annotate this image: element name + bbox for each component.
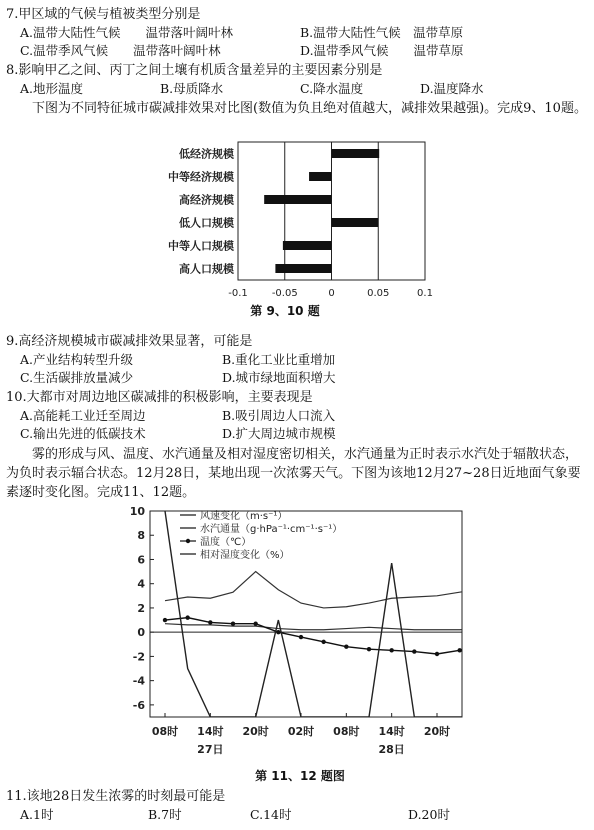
q7-option-d: D.温带季风气候 温带草原 xyxy=(300,43,464,58)
category-label: 中等经济规模 xyxy=(168,170,234,184)
bar xyxy=(332,218,379,227)
q11-option-c: C.14时 xyxy=(250,807,292,822)
q7-option-a: A.温带大陆性气候 温带落叶阔叶林 xyxy=(20,25,234,40)
q11-option-d: D.20时 xyxy=(408,807,450,822)
y-tick-label: -6 xyxy=(132,698,145,712)
q8-option-c: C.降水温度 xyxy=(300,81,364,96)
temperature-point xyxy=(208,620,212,624)
chart2-caption: 第 11、12 题图 xyxy=(255,769,345,783)
x-tick-label: 14时 xyxy=(378,725,405,738)
q11-option-b: B.7时 xyxy=(148,807,182,822)
x-tick-label: 08时 xyxy=(333,725,360,738)
q8-stem: 8.影响甲乙之间、丙丁之间土壤有机质含量差异的主要因素分别是 xyxy=(6,63,383,78)
category-label: 低经济规模 xyxy=(179,147,234,161)
day-label: 27日 xyxy=(197,743,224,756)
bar xyxy=(332,149,380,158)
weather-elements-chart xyxy=(0,505,594,775)
q8-option-d: D.温度降水 xyxy=(420,81,484,96)
legend-entry: 风速变化（m·s⁻¹） xyxy=(200,511,288,522)
x-tick-label: 08时 xyxy=(151,725,179,738)
temperature-point xyxy=(163,618,167,622)
y-tick-label: -2 xyxy=(132,650,145,664)
x-tick-label: 14时 xyxy=(197,725,224,738)
x-tick-label: 02时 xyxy=(287,725,315,738)
temperature-point xyxy=(276,630,280,634)
q7-stem: 7.甲区域的气候与植被类型分别是 xyxy=(6,7,201,22)
temperature-point xyxy=(525,618,529,622)
x-tick-label: -0.1 xyxy=(228,288,248,299)
q9-option-a: A.产业结构转型升级 xyxy=(20,352,134,367)
y-tick-label: 8 xyxy=(137,529,145,543)
temperature-point xyxy=(367,647,371,651)
x-tick-label: 0.1 xyxy=(417,288,433,299)
y-tick-label: 0 xyxy=(137,626,145,640)
legend-entry: 相对湿度变化（%） xyxy=(200,550,290,561)
temperature-point xyxy=(231,621,235,625)
legend-entry: 温度（℃） xyxy=(200,537,252,548)
q10-option-b: B.吸引周边人口流入 xyxy=(222,408,336,423)
temperature-point xyxy=(457,648,461,652)
y-tick-label: 4 xyxy=(137,577,145,591)
temperature-point xyxy=(344,645,348,649)
temperature-point xyxy=(503,630,507,634)
q10-option-a: A.高能耗工业迁至周边 xyxy=(20,408,146,423)
q10-option-c: C.输出先进的低碳技术 xyxy=(20,426,146,441)
x-tick-label: 20时 xyxy=(242,725,269,738)
q7-option-b: B.温带大陆性气候 温带草原 xyxy=(300,25,464,40)
q8-option-a: A.地形温度 xyxy=(20,81,84,96)
bar xyxy=(275,264,331,273)
q11-option-a: A.1时 xyxy=(20,807,54,822)
q9-option-c: C.生活碳排放量减少 xyxy=(20,370,134,385)
x-tick-label: 20时 xyxy=(423,725,451,738)
intro-11-12: 雾的形成与风、温度、水汽通量及相对湿度密切相关，水汽通量为正时表示水汽处于辐散状态，为负时表示辐合状态。12月28日，某地出现一次浓雾天气。下图为该地12月27~28日近地面气象要素逐时变化图。完成11、12题。 xyxy=(6,447,581,500)
series-line xyxy=(165,624,528,630)
q10-stem: 10.大都市对周边地区碳减排的积极影响，主要表现是 xyxy=(6,390,313,405)
temperature-point xyxy=(480,642,484,646)
category-label: 中等人口规模 xyxy=(168,239,234,253)
plot-frame xyxy=(150,511,462,717)
q9-option-d: D.城市绿地面积增大 xyxy=(222,370,336,385)
q7-option-c: C.温带季风气候 温带落叶阔叶林 xyxy=(20,43,221,58)
legend-marker xyxy=(186,539,190,543)
category-label: 高经济规模 xyxy=(179,193,234,207)
temperature-point xyxy=(299,635,303,639)
legend-entry: 水汽通量（g·hPa⁻¹·cm⁻¹·s⁻¹） xyxy=(200,524,343,535)
series-line xyxy=(165,572,528,608)
bar xyxy=(283,241,332,250)
category-label: 高人口规模 xyxy=(179,262,234,276)
bar xyxy=(309,172,331,181)
temperature-point xyxy=(435,652,439,656)
bar xyxy=(264,195,331,204)
x-tick-label: 0 xyxy=(328,288,335,299)
temperature-point xyxy=(321,640,325,644)
x-tick-label: -0.05 xyxy=(271,288,298,299)
q10-option-d: D.扩大周边城市规模 xyxy=(222,426,336,441)
temperature-point xyxy=(412,649,416,653)
temperature-point xyxy=(389,648,393,652)
q11-stem: 11.该地28日发生浓雾的时刻最可能是 xyxy=(6,789,226,804)
y-tick-label: 2 xyxy=(137,601,145,615)
y-tick-label: 6 xyxy=(137,553,145,567)
x-tick-label: 0.05 xyxy=(367,288,390,299)
intro-9-10: 下图为不同特征城市碳减排效果对比图(数值为负且绝对值越大，减排效果越强)。完成9、10题。 xyxy=(32,101,587,116)
day-label: 28日 xyxy=(378,743,405,756)
category-label: 低人口规模 xyxy=(179,216,234,230)
q9-stem: 9.高经济规模城市碳减排效果显著，可能是 xyxy=(6,334,253,349)
temperature-point xyxy=(253,621,257,625)
q8-option-b: B.母质降水 xyxy=(160,81,224,96)
temperature-point xyxy=(185,615,189,619)
y-tick-label: 10 xyxy=(129,505,145,518)
chart1-caption: 第 9、10 题 xyxy=(250,304,320,318)
y-tick-label: -4 xyxy=(132,674,145,688)
q9-option-b: B.重化工业比重增加 xyxy=(222,352,336,367)
